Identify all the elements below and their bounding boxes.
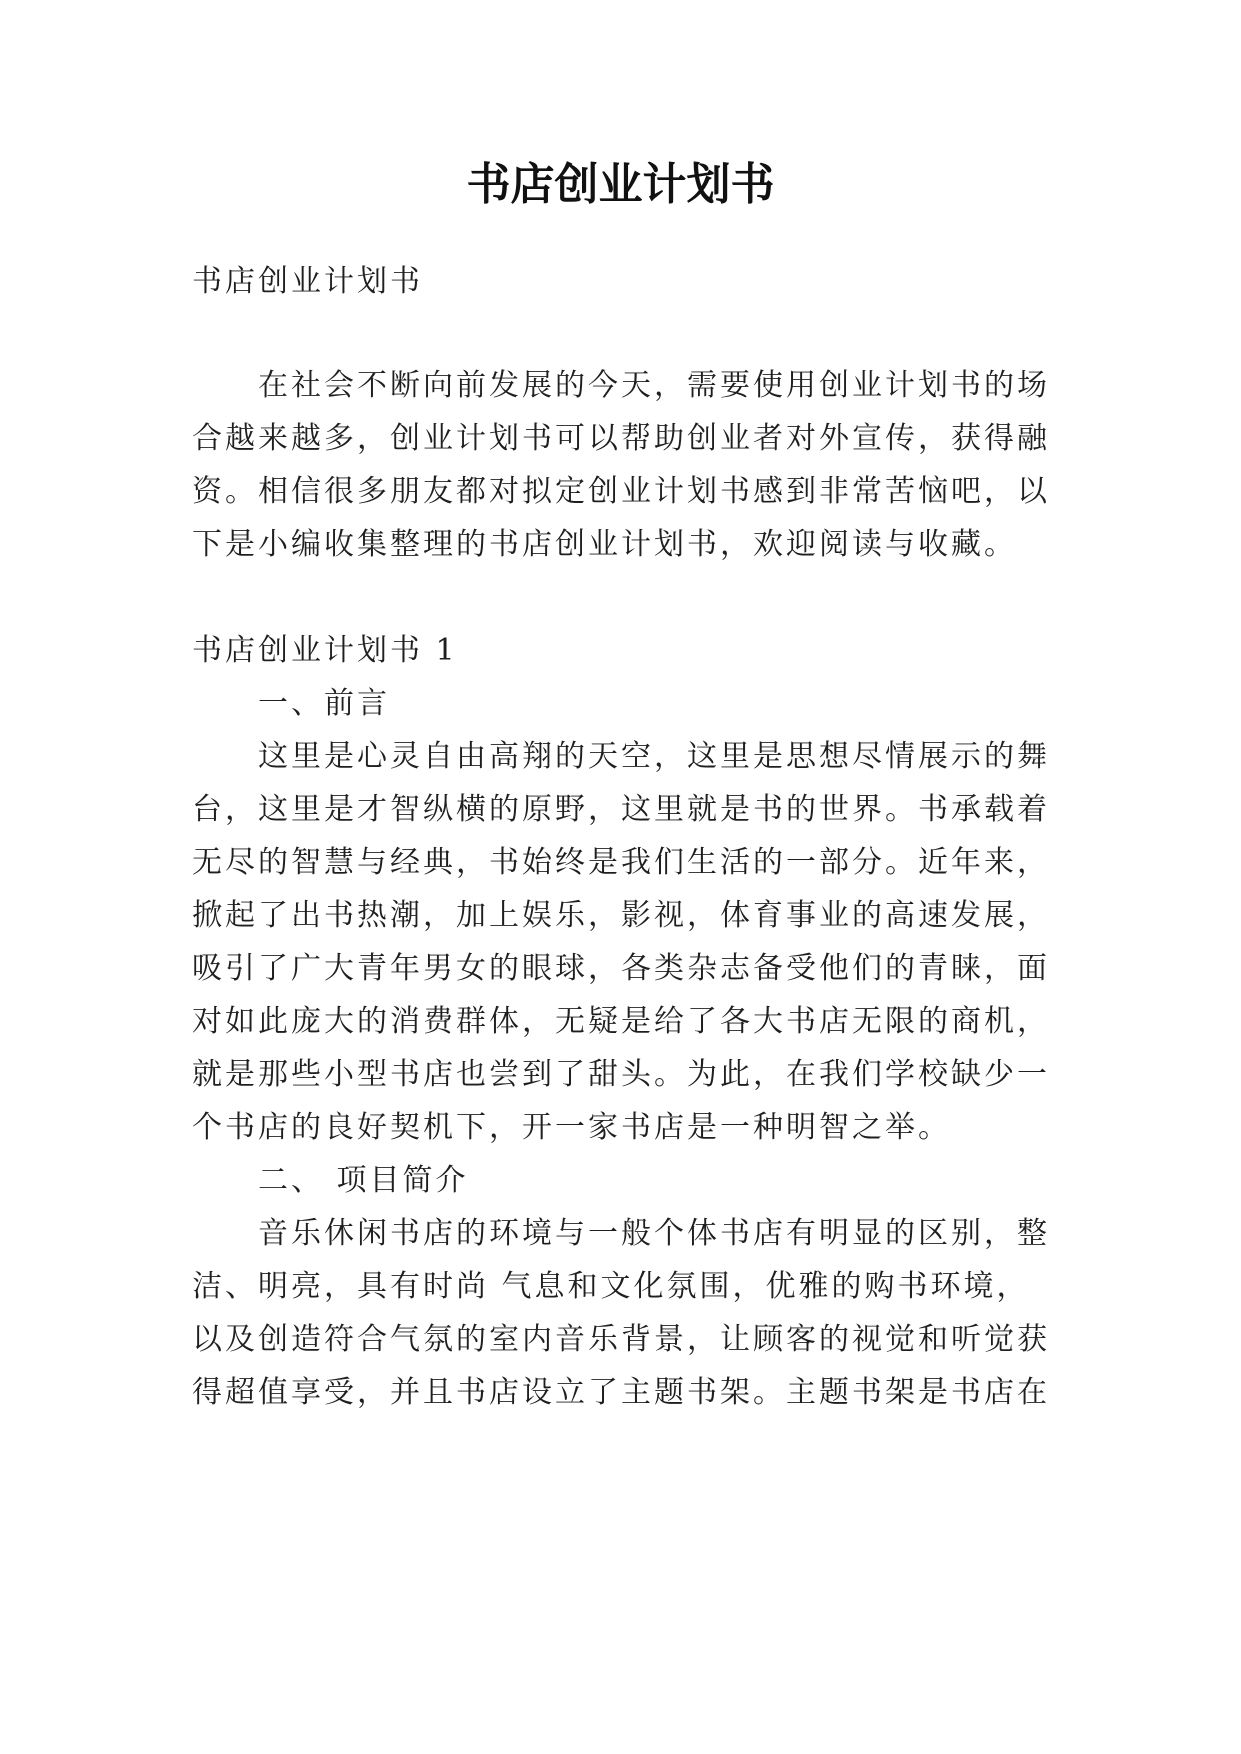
paragraph-line: 得超值享受，并且书店设立了主题书架。主题书架是书店在 <box>192 1375 1050 1410</box>
intro-line: 资。相信很多朋友都对拟定创业计划书感到非常苦恼吧，以 <box>192 474 1050 509</box>
section-title: 书店创业计划书 1 <box>192 633 458 668</box>
intro-line: 下是小编收集整理的书店创业计划书，欢迎阅读与收藏。 <box>192 527 1017 562</box>
paragraph-line: 掀起了出书热潮，加上娱乐，影视，体育事业的高速发展， <box>192 898 1050 933</box>
heading-preface: 一、前言 <box>258 686 390 721</box>
subtitle: 书店创业计划书 <box>192 264 423 299</box>
paragraph-line: 台，这里是才智纵横的原野，这里就是书的世界。书承载着 <box>192 792 1050 827</box>
paragraph-line: 这里是心灵自由高翔的天空，这里是思想尽情展示的舞 <box>258 739 1050 774</box>
paragraph-line: 洁、明亮，具有时尚 气息和文化氛围，优雅的购书环境， <box>192 1269 1030 1304</box>
paragraph-line: 吸引了广大青年男女的眼球，各类杂志备受他们的青睐，面 <box>192 951 1050 986</box>
paragraph-line: 就是那些小型书店也尝到了甜头。为此，在我们学校缺少一 <box>192 1057 1050 1092</box>
paragraph-line: 无尽的智慧与经典，书始终是我们生活的一部分。近年来， <box>192 845 1050 880</box>
heading-project-intro: 二、 项目简介 <box>258 1163 469 1198</box>
document-title: 书店创业计划书 <box>466 159 775 210</box>
paragraph-line: 以及创造符合气氛的室内音乐背景，让顾客的视觉和听觉获 <box>192 1322 1050 1357</box>
paragraph-line: 对如此庞大的消费群体，无疑是给了各大书店无限的商机， <box>192 1004 1050 1039</box>
paragraph-line: 个书店的良好契机下，开一家书店是一种明智之举。 <box>192 1110 951 1145</box>
paragraph-line: 音乐休闲书店的环境与一般个体书店有明显的区别，整 <box>258 1216 1050 1251</box>
intro-line: 在社会不断向前发展的今天，需要使用创业计划书的场 <box>258 368 1050 403</box>
intro-line: 合越来越多，创业计划书可以帮助创业者对外宣传，获得融 <box>192 421 1050 456</box>
